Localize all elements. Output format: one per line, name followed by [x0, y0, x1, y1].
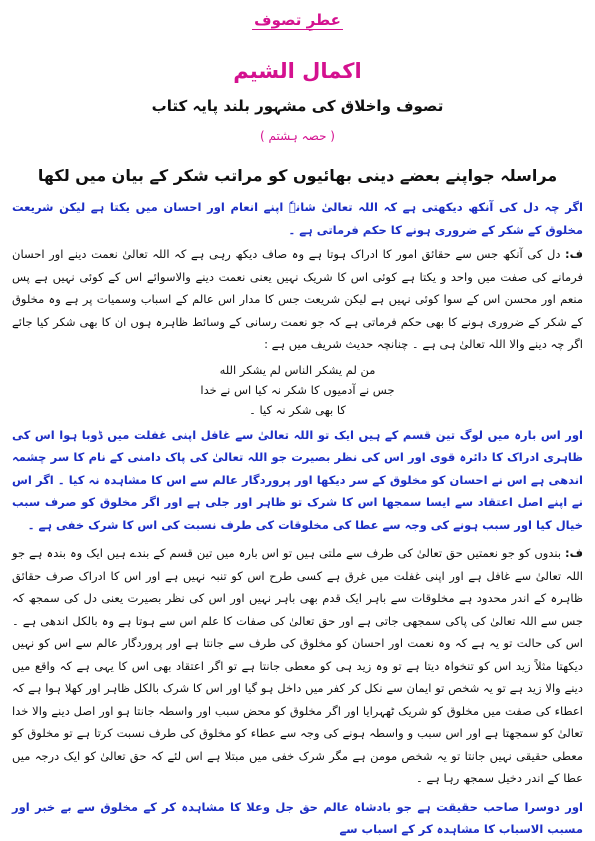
hadith-translation-1: جس نے آدمیوں کا شکر نہ کیا اس نے خدا [200, 382, 395, 397]
paragraph-3: اور اس بارہ میں لوگ تین قسم کے ہیں ایک تو اللہ تعالیٰ سے غافل اپنی غفلت میں ڈوبا ہوا اس کی ظاہری ادراک کا دائرہ قوی اور اس کی نظر بصیرت جو اللہ تعالیٰ کی پاک دامنی کے نام کا سر چشمہ اندھی ہے اس نے احسان کو مخلوق کے سر دیکھا اور پروردگار عالم سے اس کا مشاہدہ نہ کیا ۔ اگر اس نے اپنے اصل اعتقاد سے ایسا سمجھا اس کا شرک تو ظاہر اور جلی ہے اور اگر مخلوق کو صرف سبب خیال کیا اور سبب ہونے کی وجہ سے عطا کی مخلوقات کی طرف نسبت کی اس کا شرک خفی ہے ۔ [12, 427, 583, 532]
paragraph-4 [12, 542, 583, 790]
paragraph-1: اگر چہ دل کی آنکھ دیکھتی ہے کہ اللہ تعالیٰ شانہٗ اپنے انعام اور احسان میں یکتا ہے لیکن شریعت مخلوق کے شکر کے ضروری ہونے کا حکم فرماتی ہے ۔ [12, 200, 583, 237]
book-title: اکمال الشیم [233, 59, 362, 83]
book-subtitle: تصوف واخلاق کی مشہور بلند پایہ کتاب [151, 97, 444, 115]
paragraph-4-text: بندوں کو جو نعمتیں حق تعالیٰ کی طرف سے ملتی ہیں تو اس بارہ میں تین قسم کے بندے ہیں ایک وہ بندہ ہے جو اللہ تعالیٰ سے غافل ہے اور اپنی غفلت میں غرق ہے کسی طرح اس کو تنبہ نہیں ہے اور اس کا ادراک صرف حقائق ظاہرہ کے اندر محدود ہے مخلوقات سے باہر ایک قدم بھی باہر نہیں اور اس کی نظر بصیرت یعنی دل کی سمجھ کہ جس سے اللہ تعالیٰ کی پاکی سمجھی جاتی ہے اور حق تعالیٰ کی صفات کا علم اس سے ہوتا ہے وہ بالکل اندھی ہے ۔ اس کی حالت تو یہ ہے کہ وہ نعمت اور احسان کو مخلوق کی طرف سے جانتا ہے اور پروردگار عالم سے اس کو نہیں دیکھتا مثلاً زید اس کو تنخواہ دیتا ہے تو وہ زید ہی کو معطی جانتا ہے تو اگر اعتقاد بھی اس کا یہی ہے کہ واقع میں دینے والا زید ہے تو یہ شخص تو ایمان سے نکل کر کفر میں داخل ہو گیا اور اس کا شرک بالکل ظاہر اور کھلا ہوا ہے کہ اعطاء کی صفت میں مخلوق کو شریک ٹھہرایا اور اگر مخلوق کو محض سبب اور واسطہ جانتا ہو اور اصل دینے والا خدا تعالیٰ کو سمجھتا ہے اور اس سبب و واسطہ ہونے کی وجہ سے عطاء کو مخلوق کی طرف نسبت کرتا ہے تو مخلوق کو معطی حقیقی نہیں جانتا تو یہ شخص مومن ہے مگر شرک خفی میں مبتلا ہے اس لئے کہ حق تعالیٰ کو ایک درجہ میں عطا کے اندر دخیل سمجھ رہا ہے ۔ [12, 546, 583, 785]
part-label: ( حصہ ہشتم ) [259, 129, 335, 143]
paragraph-2-lead: ف: [565, 247, 583, 261]
paragraph-4-lead: ف: [565, 546, 584, 560]
paragraph-2 [12, 243, 583, 356]
hadith-block [12, 360, 583, 420]
paragraph-2-text: دل کی آنکھ جس سے حقائق امور کا ادراک ہوتا ہے وہ صاف دیکھ رہی ہے کہ اللہ تعالیٰ نعمت دینے اور احسان فرمانے کی صفت میں واحد و یکتا ہے کوئی اس کا شریک نہیں یعنی نعمت دینے والاسوائے اس کے کوئی نہیں ہے پس منعم اور محسن اس کے سوا کوئی نہیں ہے لیکن شریعت جس کا مدار اس عالم کے اسباب وسمیات پر ہے وہ مخلوق کے شکر کے ضروری ہونے کا بھی حکم فرماتی ہے کہ جو نعمت رسانی کے وسائط ظاہرہ ہوں ان کا بھی شکر کیا جائے اگر چہ دینے والا اللہ تعالیٰ ہی ہے ۔ چنانچہ حدیث شریف میں ہے : [12, 247, 583, 351]
series-title-text: عطرِ تصوف [254, 11, 341, 29]
hadith-arabic: من لم يشكر الناس لم يشكر الله [219, 362, 376, 377]
paragraph-5: اور دوسرا صاحب حقیقت ہے جو بادشاہ عالم حق جل وعلا کا مشاہدہ کر کے مخلوق سے بے خبر اور مسبب الاسباب کا مشاہدہ کر کے اسباب سے [12, 799, 583, 836]
hadith-translation-2: کا بھی شکر نہ کیا ۔ [249, 402, 346, 417]
series-title [12, 8, 583, 32]
section-heading: مراسلہ جواپنے بعضے دینی بھائیوں کو مراتب شکر کے بیان میں لکھا [37, 166, 558, 185]
